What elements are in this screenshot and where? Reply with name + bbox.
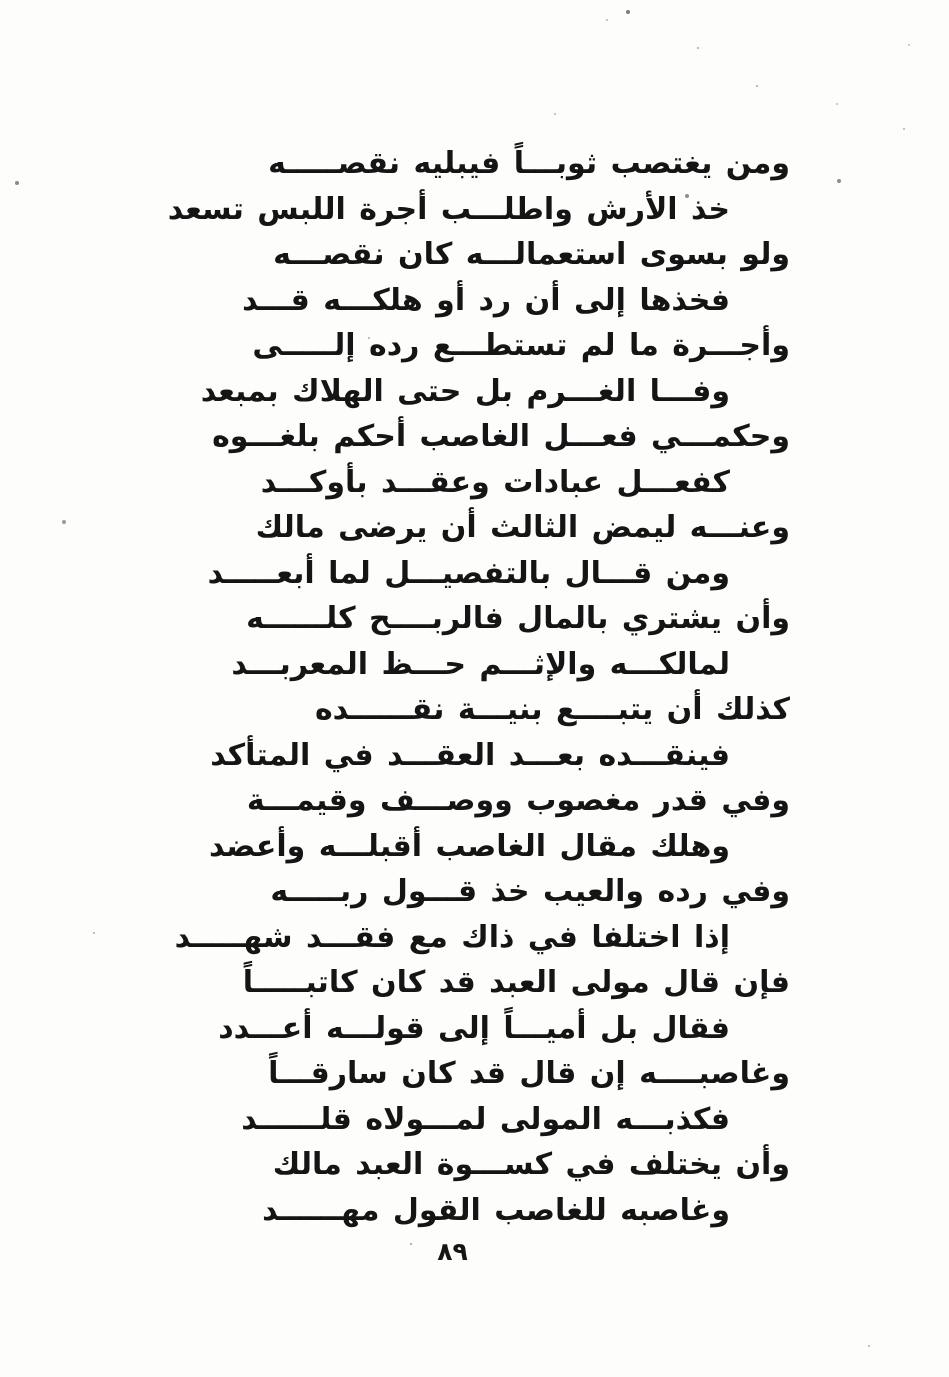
verse-3-second-hemistich: وفـــا الغـــرم بل حتى الهلاك بمبعد bbox=[200, 373, 730, 409]
verse-4-first-hemistich: وحكمـــي فعـــل الغاصب أحكم بلغـــوه bbox=[212, 419, 790, 454]
verse-8-second-hemistich: وهلك مقال الغاصب أقبلـــه وأعضد bbox=[208, 828, 730, 864]
poem-text-block bbox=[0, 141, 949, 1233]
verse-3-first-hemistich: وأجـــرة ما لم تستطـــع رده إلـــــى bbox=[252, 328, 790, 363]
verse-10-second-hemistich: فقال بل أميـــاً إلى قولـــه أعـــدد bbox=[218, 1010, 730, 1046]
verse-2-first-hemistich: ولو بسوى استعمالـــه كان نقصـــه bbox=[273, 237, 790, 272]
verse-4-second-hemistich: كفعـــل عبادات وعقـــد بأوكـــد bbox=[260, 464, 730, 500]
verse-12-second-hemistich: وغاصبه للغاصب القول مهــــــد bbox=[262, 1192, 730, 1228]
verse-2-second-hemistich: فخذها إلى أن رد أو هلكـــه قـــد bbox=[242, 282, 730, 318]
verse-8-first-hemistich: وفي قدر مغصوب ووصـــف وقيمـــة bbox=[246, 783, 790, 818]
verse-9-second-hemistich: إذا اختلفا في ذاك مع فقـــد شهـــــد bbox=[174, 919, 730, 955]
verse-6-first-hemistich: وأن يشتري بالمال فالربــــح كلــــــه bbox=[246, 601, 790, 636]
verse-5-second-hemistich: ومن قـــال بالتفصيـــل لما أبعـــــد bbox=[207, 555, 730, 591]
verse-7-first-hemistich: كذلك أن يتبــــع بنيـــة نقــــــده bbox=[314, 692, 790, 727]
page-number: ٨٩ bbox=[437, 1237, 468, 1266]
verse-6-second-hemistich: لمالكـــه والإثـــم حـــظ المعربـــد bbox=[231, 646, 730, 682]
verse-1-second-hemistich: خذ الأرش واطلـــب أجرة اللبس تسعد bbox=[167, 191, 730, 227]
verse-5-first-hemistich: وعنـــه ليمض الثالث أن يرضى مالك bbox=[255, 510, 790, 545]
verse-7-second-hemistich: فينقـــده بعـــد العقـــد في المتأكد bbox=[210, 737, 730, 773]
verse-1-first-hemistich: ومن يغتصب ثوبـــاً فيبليه نقصـــــه bbox=[268, 146, 790, 181]
verse-12-first-hemistich: وأن يختلف في كســـوة العبد مالك bbox=[272, 1147, 790, 1182]
verse-11-second-hemistich: فكذبـــه المولى لمـــولاه قلــــــد bbox=[241, 1101, 730, 1137]
verse-11-first-hemistich: وغاصبــــه إن قال قد كان سارقـــاً bbox=[268, 1056, 790, 1091]
verse-10-first-hemistich: فإن قال مولى العبد قد كان كاتبـــــاً bbox=[242, 965, 790, 1000]
verse-9-first-hemistich: وفي رده والعيب خذ قـــول ربـــــه bbox=[270, 874, 790, 909]
